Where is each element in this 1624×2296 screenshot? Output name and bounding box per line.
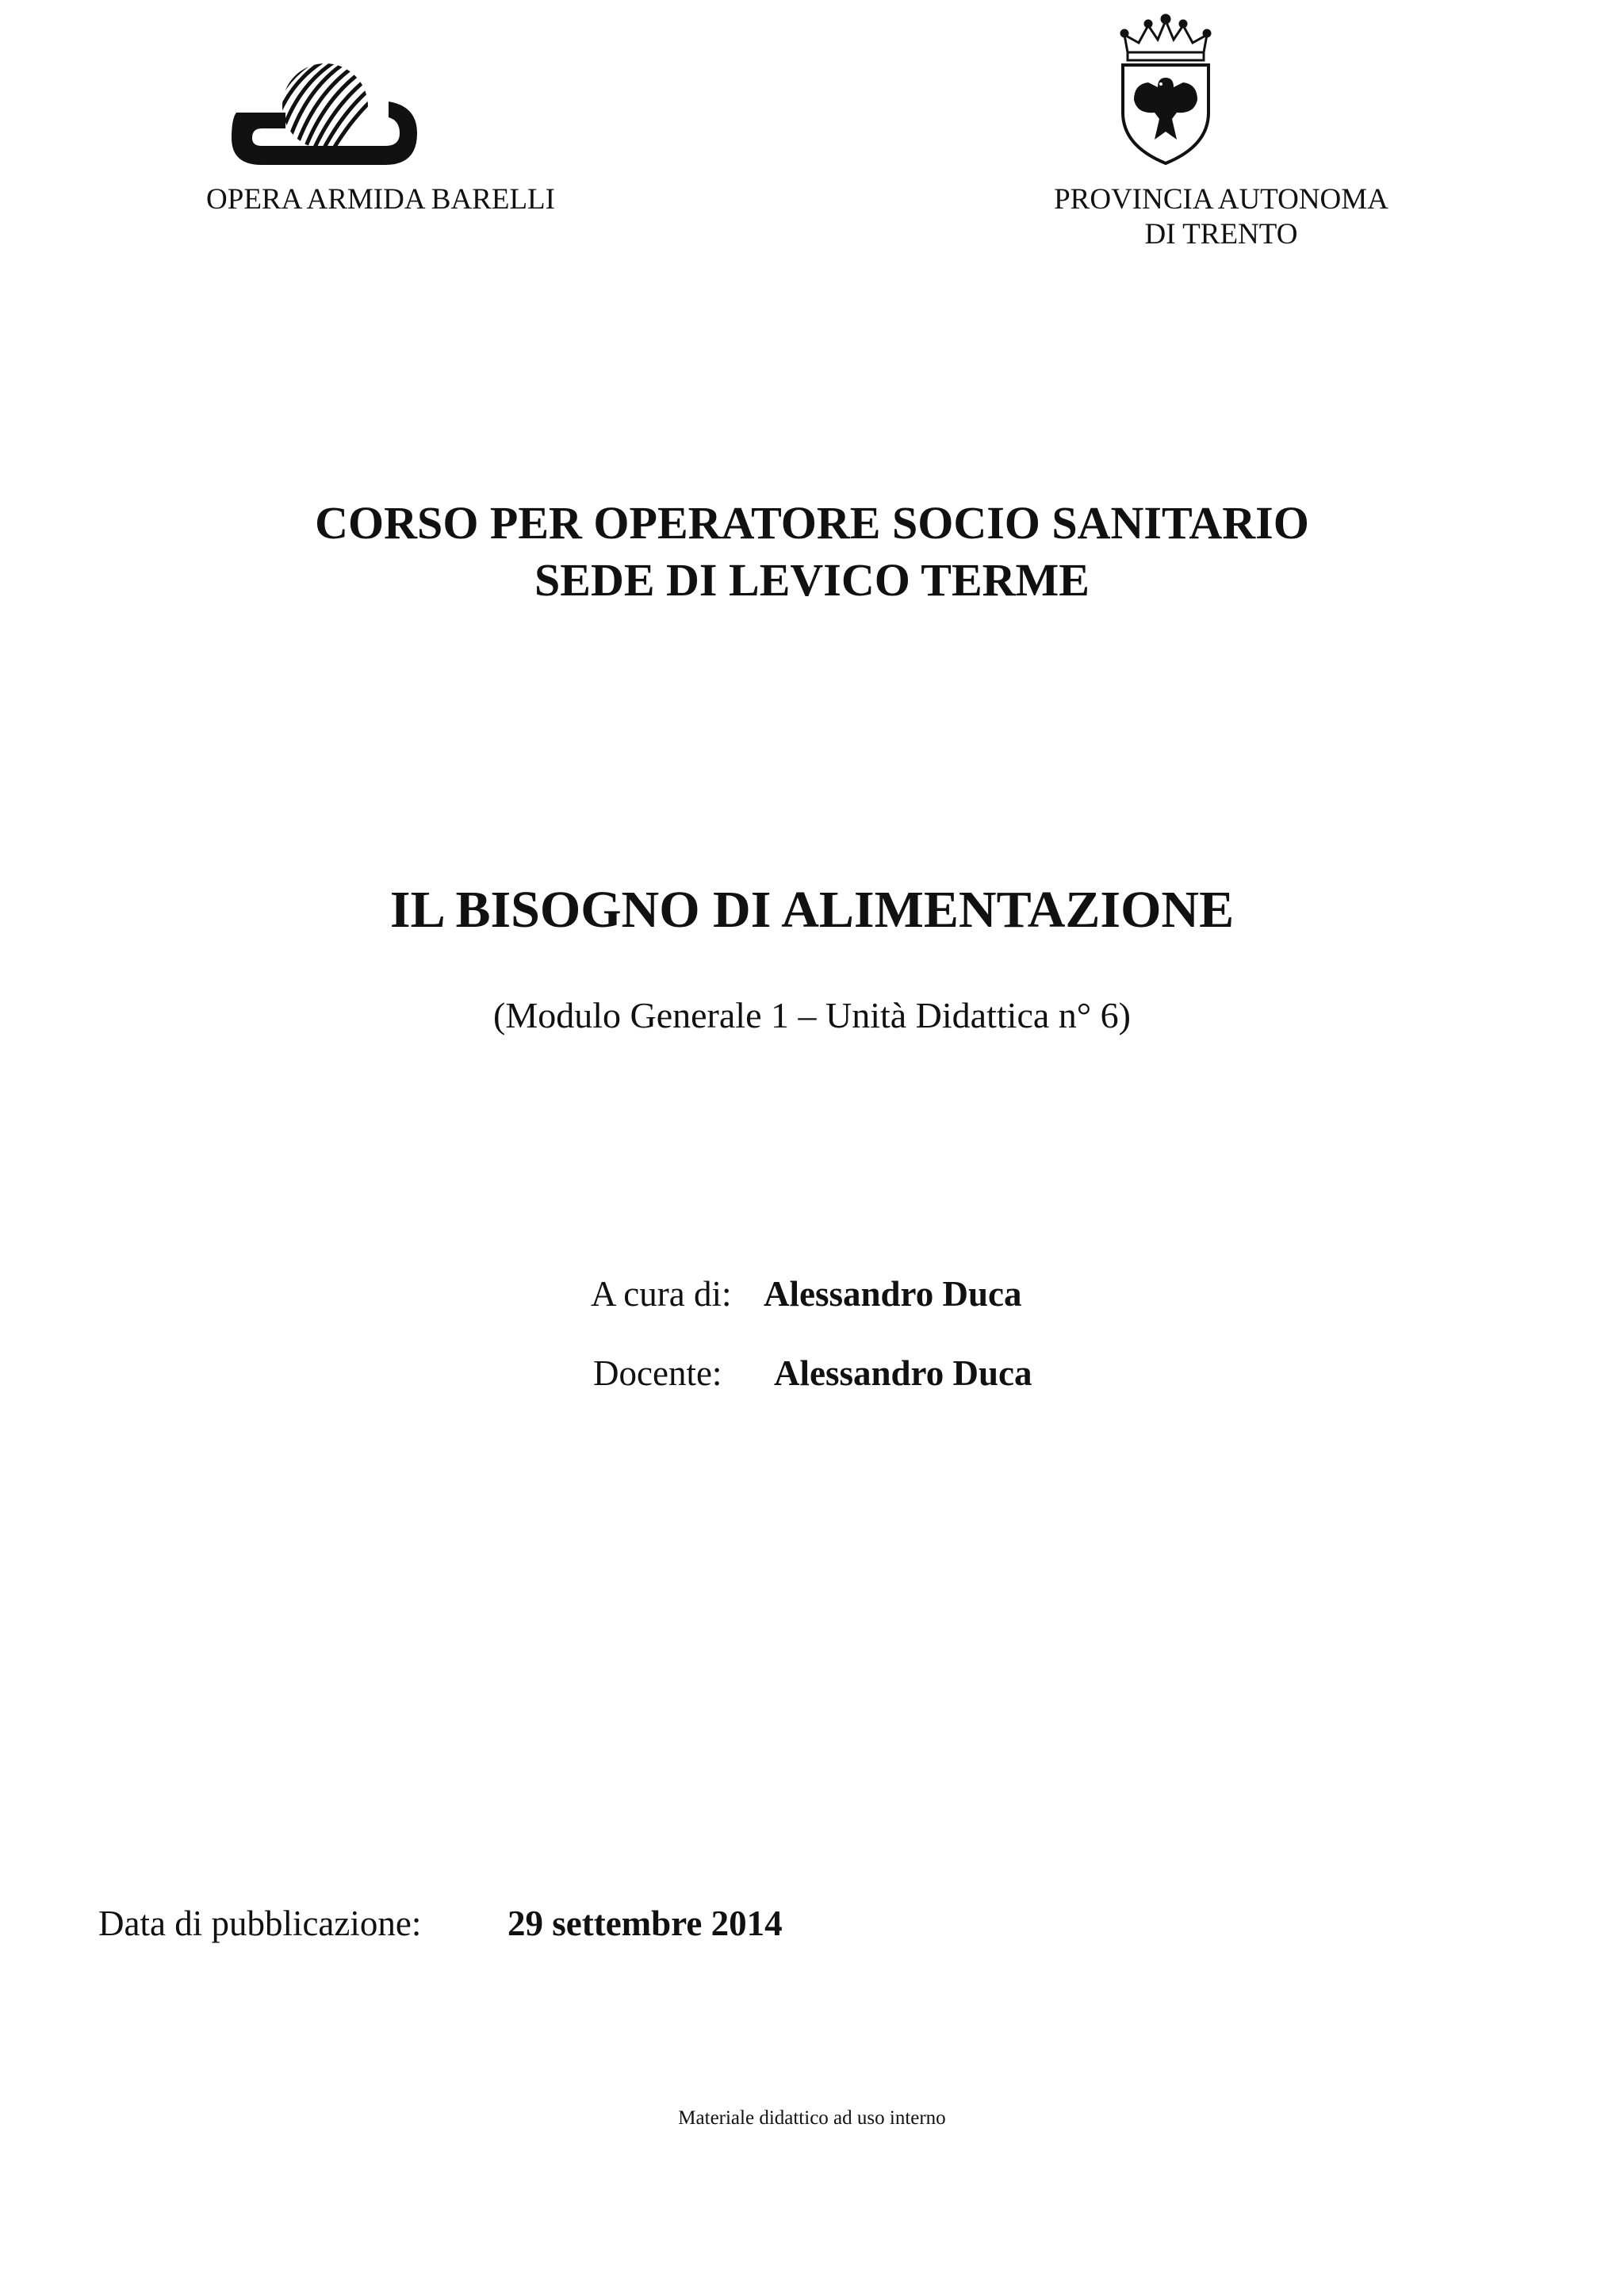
teacher-name: Alessandro Duca [774,1353,1032,1393]
teacher-row [593,1351,1032,1395]
publication-label: Data di pubblicazione: [98,1904,422,1943]
org-name-left-text: OPERA ARMIDA BARELLI [206,183,555,216]
org-name-left [159,182,603,217]
opera-armida-barelli-logo [230,57,420,168]
course-title [0,495,1624,609]
footer-note: Materiale didattico ad uso interno [678,2107,946,2129]
document-title: IL BISOGNO DI ALIMENTAZIONE [389,881,1235,939]
document-subtitle: (Modulo Generale 1 – Unità Didattica n° 6) [493,995,1131,1035]
curator-label: A cura di: [591,1274,732,1314]
coat-of-arms-crown [1121,15,1210,60]
publication-row [98,1901,783,1946]
publication-date: 29 settembre 2014 [508,1904,783,1943]
course-title-line2: SEDE DI LEVICO TERME [534,554,1090,606]
curator-name: Alessandro Duca [764,1274,1022,1314]
provincia-trento-coat-of-arms [1110,11,1221,166]
org-name-right [1015,182,1427,252]
teacher-label: Docente: [593,1353,722,1393]
curator-row [591,1272,1021,1316]
course-title-line1: CORSO PER OPERATORE SOCIO SANITARIO [315,497,1309,549]
org-name-right-line1: PROVINCIA AUTONOMA [1054,183,1388,216]
org-name-right-line2: DI TRENTO [1144,218,1298,251]
